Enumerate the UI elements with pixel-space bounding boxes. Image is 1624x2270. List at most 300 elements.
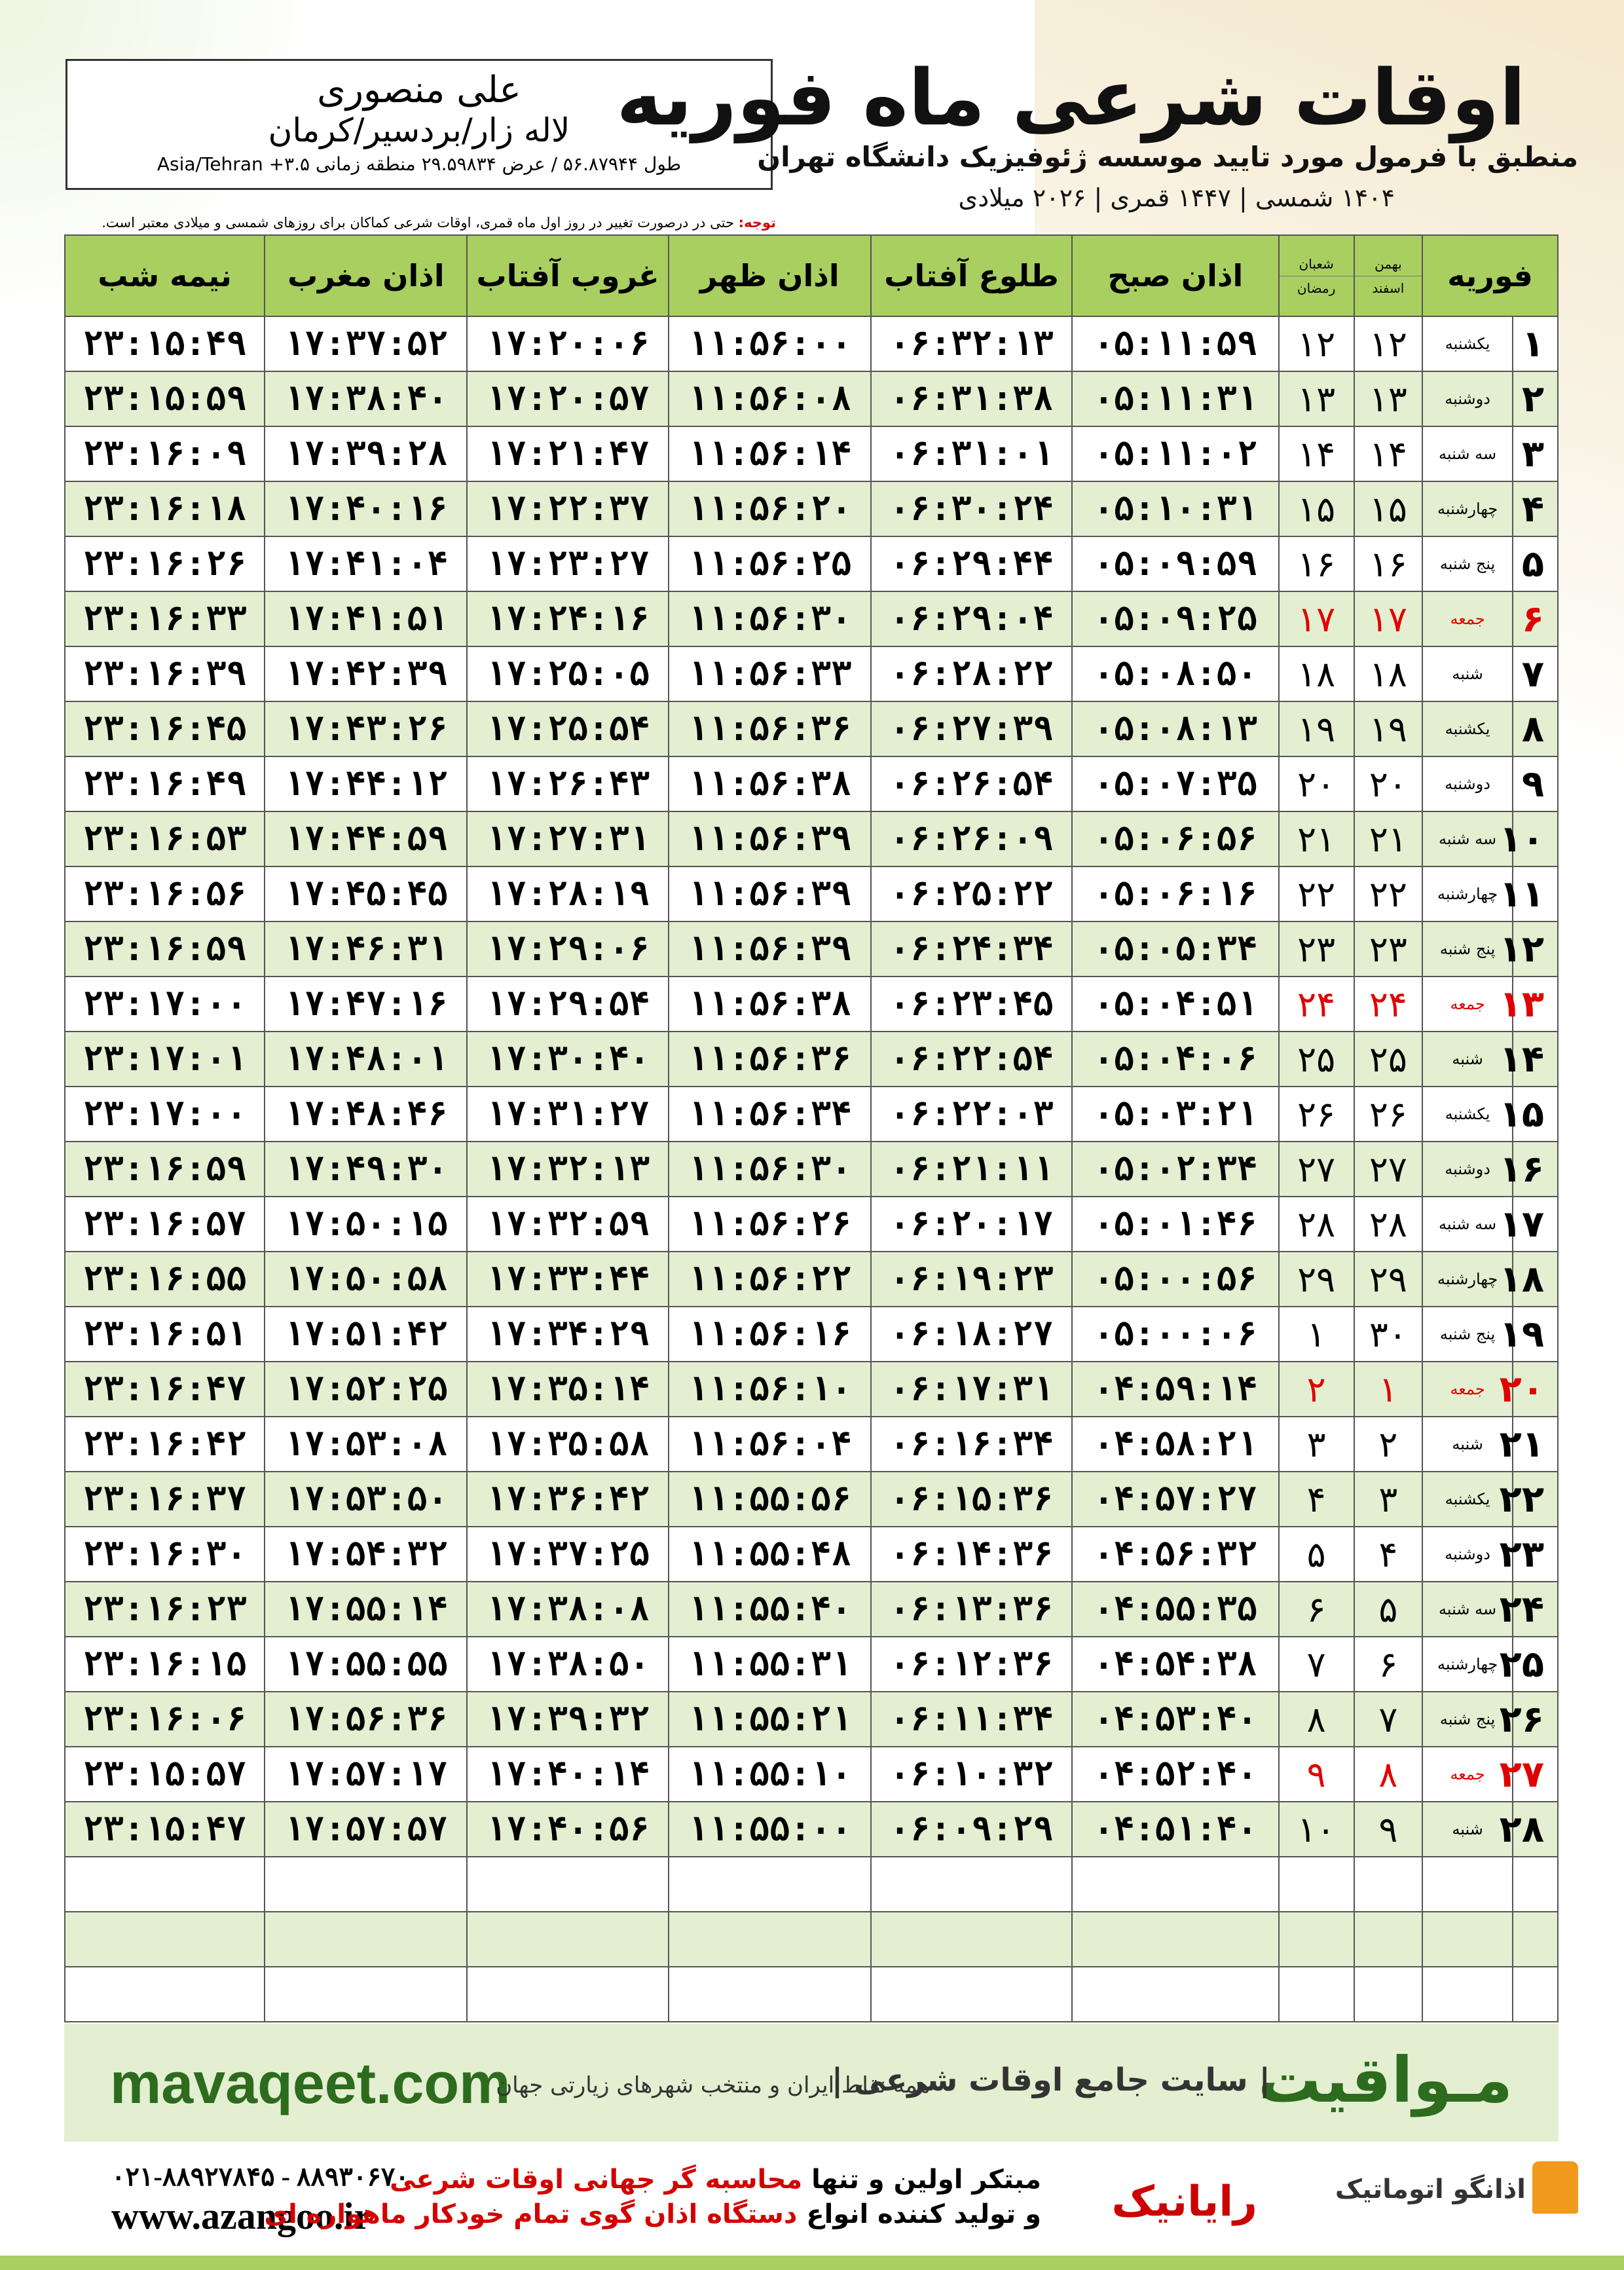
sunrise-time: ۰۶:۳۱:۰۱	[871, 426, 1072, 481]
table-row	[65, 921, 1558, 977]
sunset-time: ۱۷:۲۵:۰۵	[467, 646, 668, 701]
sunset-time: ۱۷:۳۸:۰۸	[467, 1582, 668, 1637]
midnight-time: ۲۳:۱۶:۵۷	[65, 1197, 265, 1252]
sunrise-time: ۰۶:۰۹:۲۹	[871, 1802, 1072, 1857]
maghrib-time: ۱۷:۵۲:۲۵	[265, 1362, 467, 1417]
weekday: پنج شنبه	[1422, 536, 1513, 591]
lunar-day: ۷	[1279, 1637, 1354, 1692]
midnight-time: ۲۳:۱۵:۴۹	[65, 316, 265, 371]
maghrib-time: ۱۷:۵۵:۱۴	[265, 1582, 467, 1637]
midnight-time: ۲۳:۱۶:۴۵	[65, 701, 265, 756]
lunar-day: ۱۶	[1279, 536, 1354, 591]
solar-day: ۱۹	[1354, 701, 1422, 756]
maghrib-time: ۱۷:۵۷:۵۷	[265, 1802, 467, 1857]
header-esfand: اسفند	[1372, 280, 1405, 296]
solar-day: ۴	[1354, 1527, 1422, 1582]
sunrise-time: ۰۶:۲۷:۳۹	[871, 701, 1072, 756]
table-row	[65, 1307, 1558, 1362]
maghrib-time: ۱۷:۵۳:۵۰	[265, 1472, 467, 1527]
fajr-time: ۰۵:۰۰:۰۶	[1072, 1307, 1279, 1362]
empty-cell	[1422, 1912, 1513, 1967]
brand-logo-text: مـواقیت	[1257, 2043, 1513, 2117]
solar-day: ۵	[1354, 1582, 1422, 1637]
solar-day: ۳	[1354, 1472, 1422, 1527]
day-number: ۱۹	[1513, 1307, 1558, 1362]
ad-line-2	[264, 2199, 1041, 2229]
solar-day: ۲۳	[1354, 921, 1422, 977]
midnight-time: ۲۳:۱۶:۰۹	[65, 426, 265, 481]
dhuhr-time: ۱۱:۵۶:۱۴	[669, 426, 871, 481]
sunset-time: ۱۷:۳۵:۱۴	[467, 1362, 668, 1417]
midnight-time: ۲۳:۱۷:۰۰	[65, 977, 265, 1032]
day-number: ۱۱	[1513, 866, 1558, 921]
day-number: ۷	[1513, 646, 1558, 701]
empty-cell	[265, 1912, 467, 1967]
phone-numbers: ۰۲۱-۸۸۹۲۷۸۴۵ - ۸۸۹۳۰۶۷۰	[111, 2162, 409, 2191]
sunset-time: ۱۷:۴۰:۱۴	[467, 1747, 668, 1802]
solar-day: ۱۶	[1354, 536, 1422, 591]
header-sunrise: طلوع آفتاب	[871, 235, 1072, 316]
fajr-time: ۰۵:۰۵:۳۴	[1072, 921, 1279, 977]
day-number: ۲۷	[1513, 1747, 1558, 1802]
day-number: ۸	[1513, 701, 1558, 756]
dhuhr-time: ۱۱:۵۶:۳۸	[669, 756, 871, 811]
sunset-time: ۱۷:۲۵:۵۴	[467, 701, 668, 756]
sunrise-time: ۰۶:۱۹:۲۳	[871, 1252, 1072, 1307]
weekday: سه شنبه	[1422, 426, 1513, 481]
sunrise-time: ۰۶:۲۹:۰۴	[871, 591, 1072, 646]
footer-band	[64, 2024, 1559, 2142]
sunset-time: ۱۷:۳۱:۲۷	[467, 1087, 668, 1142]
lunar-day: ۵	[1279, 1527, 1354, 1582]
table-row	[65, 1032, 1558, 1087]
empty-cell	[1072, 1857, 1279, 1912]
lunar-day: ۱۴	[1279, 426, 1354, 481]
empty-cell	[265, 1967, 467, 2022]
sunrise-time: ۰۶:۳۲:۱۳	[871, 316, 1072, 371]
solar-day: ۱	[1354, 1362, 1422, 1417]
empty-cell	[265, 1857, 467, 1912]
maghrib-time: ۱۷:۴۶:۳۱	[265, 921, 467, 977]
empty-cell	[871, 1967, 1072, 2022]
sunset-time: ۱۷:۲۹:۵۴	[467, 977, 668, 1032]
header-fajr: اذان صبح	[1072, 235, 1279, 316]
empty-cell	[669, 1857, 871, 1912]
fajr-time: ۰۵:۱۱:۵۹	[1072, 316, 1279, 371]
dhuhr-time: ۱۱:۵۶:۲۲	[669, 1252, 871, 1307]
table-row	[65, 1802, 1558, 1857]
day-number: ۲۴	[1513, 1582, 1558, 1637]
sunset-time: ۱۷:۲۶:۴۳	[467, 756, 668, 811]
table-row	[65, 426, 1558, 481]
header-maghrib: اذان مغرب	[265, 235, 467, 316]
empty-cell	[871, 1857, 1072, 1912]
site-url[interactable]: mavaqeet.com	[110, 2051, 511, 2115]
lunar-day: ۲۵	[1279, 1032, 1354, 1087]
sunrise-time: ۰۶:۲۵:۲۲	[871, 866, 1072, 921]
header-shaban: شعبان	[1280, 252, 1354, 276]
dhuhr-time: ۱۱:۵۶:۲۰	[669, 481, 871, 536]
weekday: پنج شنبه	[1422, 1307, 1513, 1362]
empty-cell	[1072, 1912, 1279, 1967]
note	[62, 215, 776, 231]
sunset-time: ۱۷:۳۹:۳۲	[467, 1692, 668, 1747]
day-number: ۹	[1513, 756, 1558, 811]
dhuhr-time: ۱۱:۵۶:۳۹	[669, 811, 871, 866]
lunar-day: ۳	[1279, 1417, 1354, 1472]
dhuhr-time: ۱۱:۵۶:۱۰	[669, 1362, 871, 1417]
day-number: ۲۸	[1513, 1802, 1558, 1857]
fajr-time: ۰۵:۱۱:۰۲	[1072, 426, 1279, 481]
header-sunset: غروب آفتاب	[467, 235, 668, 316]
maghrib-time: ۱۷:۴۴:۱۲	[265, 756, 467, 811]
weekday: چهارشنبه	[1422, 1252, 1513, 1307]
solar-day: ۲۷	[1354, 1142, 1422, 1197]
maghrib-time: ۱۷:۳۸:۴۰	[265, 371, 467, 426]
sunrise-time: ۰۶:۱۶:۳۴	[871, 1417, 1072, 1472]
fajr-time: ۰۵:۰۸:۵۰	[1072, 646, 1279, 701]
sunset-time: ۱۷:۳۷:۲۵	[467, 1527, 668, 1582]
solar-day: ۲۶	[1354, 1087, 1422, 1142]
maghrib-time: ۱۷:۴۳:۲۶	[265, 701, 467, 756]
solar-day: ۱۵	[1354, 481, 1422, 536]
day-number: ۱	[1513, 316, 1558, 371]
table-row	[65, 1142, 1558, 1197]
table-row	[65, 536, 1558, 591]
rayanik-logo: رایانیک	[1111, 2178, 1257, 2226]
fajr-time: ۰۵:۰۸:۱۳	[1072, 701, 1279, 756]
solar-day: ۱۷	[1354, 591, 1422, 646]
day-number: ۱۲	[1513, 921, 1558, 977]
lunar-day: ۲۰	[1279, 756, 1354, 811]
empty-cell	[65, 1857, 265, 1912]
table-row	[65, 1087, 1558, 1142]
empty-cell	[1354, 1912, 1422, 1967]
empty-cell	[1422, 1967, 1513, 2022]
dhuhr-time: ۱۱:۵۶:۳۹	[669, 921, 871, 977]
page-title: اوقات شرعی ماه فوریه	[616, 52, 1526, 143]
dhuhr-time: ۱۱:۵۵:۴۰	[669, 1582, 871, 1637]
header-lunar-months	[1279, 235, 1354, 316]
dhuhr-time: ۱۱:۵۶:۳۸	[669, 977, 871, 1032]
weekday: دوشنبه	[1422, 371, 1513, 426]
note-text: حتی در درصورت تغییر در روز اول ماه قمری، اوقات شرعی کماکان برای روزهای شمسی و میلادی معتبر است.	[101, 215, 734, 231]
fajr-time: ۰۵:۰۰:۵۶	[1072, 1252, 1279, 1307]
dhuhr-time: ۱۱:۵۵:۳۱	[669, 1637, 871, 1692]
table-row	[65, 1472, 1558, 1527]
midnight-time: ۲۳:۱۷:۰۰	[65, 1087, 265, 1142]
empty-cell	[1072, 1967, 1279, 2022]
prayer-times-table	[64, 234, 1559, 2022]
table-row	[65, 1692, 1558, 1747]
empty-cell	[467, 1912, 668, 1967]
midnight-time: ۲۳:۱۶:۴۷	[65, 1362, 265, 1417]
midnight-time: ۲۳:۱۶:۳۷	[65, 1472, 265, 1527]
weekday: دوشنبه	[1422, 1527, 1513, 1582]
day-number: ۲۲	[1513, 1472, 1558, 1527]
dhuhr-time: ۱۱:۵۶:۱۶	[669, 1307, 871, 1362]
dhuhr-time: ۱۱:۵۶:۳۶	[669, 701, 871, 756]
ad-line-2-a: و تولید کننده انواع	[797, 2199, 1041, 2229]
sunrise-time: ۰۶:۱۴:۳۶	[871, 1527, 1072, 1582]
dhuhr-time: ۱۱:۵۶:۳۹	[669, 866, 871, 921]
solar-day: ۱۴	[1354, 426, 1422, 481]
header-midnight: نیمه شب	[65, 235, 265, 316]
fajr-time: ۰۵:۰۳:۲۱	[1072, 1087, 1279, 1142]
sunrise-time: ۰۶:۲۳:۴۵	[871, 977, 1072, 1032]
lunar-day: ۹	[1279, 1747, 1354, 1802]
weekday: پنج شنبه	[1422, 921, 1513, 977]
maghrib-time: ۱۷:۵۰:۱۵	[265, 1197, 467, 1252]
solar-day: ۱۲	[1354, 316, 1422, 371]
lunar-day: ۱۸	[1279, 646, 1354, 701]
maghrib-time: ۱۷:۴۵:۴۵	[265, 866, 467, 921]
maghrib-time: ۱۷:۵۴:۳۲	[265, 1527, 467, 1582]
weekday: دوشنبه	[1422, 756, 1513, 811]
midnight-time: ۲۳:۱۶:۵۳	[65, 811, 265, 866]
sunrise-time: ۰۶:۱۸:۲۷	[871, 1307, 1072, 1362]
empty-cell	[1279, 1967, 1354, 2022]
table-row	[65, 866, 1558, 921]
ad-line-1	[390, 2165, 1041, 2195]
page-subtitle: منطبق با فرمول مورد تایید موسسه ژئوفیزیک دانشگاه تهران	[757, 141, 1578, 173]
lunar-day: ۲۸	[1279, 1197, 1354, 1252]
empty-cell	[669, 1912, 871, 1967]
dhuhr-time: ۱۱:۵۵:۲۱	[669, 1692, 871, 1747]
empty-cell	[467, 1857, 668, 1912]
azangoo-url[interactable]: www.azangoo.ir	[111, 2195, 371, 2237]
sunrise-time: ۰۶:۲۰:۱۷	[871, 1197, 1072, 1252]
lunar-day: ۲۹	[1279, 1252, 1354, 1307]
sunrise-time: ۰۶:۲۲:۰۳	[871, 1087, 1072, 1142]
table-row	[65, 1362, 1558, 1417]
midnight-time: ۲۳:۱۶:۲۶	[65, 536, 265, 591]
weekday: پنج شنبه	[1422, 1692, 1513, 1747]
fajr-time: ۰۴:۵۱:۴۰	[1072, 1802, 1279, 1857]
empty-row	[65, 1857, 1558, 1912]
dhuhr-time: ۱۱:۵۶:۲۵	[669, 536, 871, 591]
maghrib-time: ۱۷:۳۹:۲۸	[265, 426, 467, 481]
solar-day: ۷	[1354, 1692, 1422, 1747]
solar-day: ۲۹	[1354, 1252, 1422, 1307]
ad-line-1-b: محاسبه گر جهانی اوقات شرعی	[390, 2165, 803, 2195]
sunrise-time: ۰۶:۲۶:۰۹	[871, 811, 1072, 866]
sunrise-time: ۰۶:۲۲:۵۴	[871, 1032, 1072, 1087]
fajr-time: ۰۵:۰۴:۰۶	[1072, 1032, 1279, 1087]
azangoo-icon	[1532, 2161, 1578, 2214]
empty-cell	[1279, 1912, 1354, 1967]
midnight-time: ۲۳:۱۶:۰۶	[65, 1692, 265, 1747]
midnight-time: ۲۳:۱۵:۵۹	[65, 371, 265, 426]
lunar-day: ۲۷	[1279, 1142, 1354, 1197]
sunrise-time: ۰۶:۳۱:۳۸	[871, 371, 1072, 426]
maghrib-time: ۱۷:۴۱:۰۴	[265, 536, 467, 591]
header-month: فوریه	[1422, 235, 1558, 316]
weekday: یکشنبه	[1422, 316, 1513, 371]
weekday: شنبه	[1422, 646, 1513, 701]
day-number: ۲۵	[1513, 1637, 1558, 1692]
fajr-time: ۰۴:۵۵:۳۵	[1072, 1582, 1279, 1637]
table-row	[65, 1582, 1558, 1637]
empty-row	[65, 1967, 1558, 2022]
lunar-day: ۲	[1279, 1362, 1354, 1417]
midnight-time: ۲۳:۱۶:۳۳	[65, 591, 265, 646]
sunset-time: ۱۷:۴۰:۵۶	[467, 1802, 668, 1857]
sunset-time: ۱۷:۲۹:۰۶	[467, 921, 668, 977]
weekday: شنبه	[1422, 1417, 1513, 1472]
maghrib-time: ۱۷:۵۱:۴۲	[265, 1307, 467, 1362]
dhuhr-time: ۱۱:۵۶:۳۰	[669, 591, 871, 646]
table-row	[65, 1747, 1558, 1802]
day-number: ۲۰	[1513, 1362, 1558, 1417]
sunset-time: ۱۷:۳۲:۱۳	[467, 1142, 668, 1197]
sunrise-time: ۰۶:۲۴:۳۴	[871, 921, 1072, 977]
empty-cell	[1513, 1967, 1558, 2022]
maghrib-time: ۱۷:۵۵:۵۵	[265, 1637, 467, 1692]
lunar-day: ۲۶	[1279, 1087, 1354, 1142]
sunset-time: ۱۷:۳۴:۲۹	[467, 1307, 668, 1362]
fajr-time: ۰۵:۱۱:۳۱	[1072, 371, 1279, 426]
weekday: جمعه	[1422, 1747, 1513, 1802]
day-number: ۵	[1513, 536, 1558, 591]
midnight-time: ۲۳:۱۶:۵۹	[65, 1142, 265, 1197]
dhuhr-time: ۱۱:۵۵:۰۰	[669, 1802, 871, 1857]
header-bahman: بهمن	[1355, 252, 1422, 276]
table-row	[65, 1527, 1558, 1582]
solar-day: ۸	[1354, 1747, 1422, 1802]
fajr-time: ۰۴:۵۹:۱۴	[1072, 1362, 1279, 1417]
place-name: لاله زار/بردسیر/کرمان	[268, 111, 570, 149]
midnight-time: ۲۳:۱۵:۵۷	[65, 1747, 265, 1802]
midnight-time: ۲۳:۱۶:۱۸	[65, 481, 265, 536]
weekday: جمعه	[1422, 1362, 1513, 1417]
sunset-time: ۱۷:۲۴:۱۶	[467, 591, 668, 646]
empty-cell	[1354, 1857, 1422, 1912]
dhuhr-time: ۱۱:۵۶:۰۸	[669, 371, 871, 426]
lunar-day: ۲۱	[1279, 811, 1354, 866]
dhuhr-time: ۱۱:۵۶:۳۴	[669, 1087, 871, 1142]
weekday: سه شنبه	[1422, 1582, 1513, 1637]
weekday: چهارشنبه	[1422, 1637, 1513, 1692]
maghrib-time: ۱۷:۴۰:۱۶	[265, 481, 467, 536]
empty-row	[65, 1912, 1558, 1967]
solar-day: ۲	[1354, 1417, 1422, 1472]
dhuhr-time: ۱۱:۵۶:۲۶	[669, 1197, 871, 1252]
sunset-time: ۱۷:۲۷:۳۱	[467, 811, 668, 866]
day-number: ۳	[1513, 426, 1558, 481]
solar-day: ۱۸	[1354, 646, 1422, 701]
table-row	[65, 756, 1558, 811]
sunrise-time: ۰۶:۲۸:۲۲	[871, 646, 1072, 701]
midnight-time: ۲۳:۱۶:۵۵	[65, 1252, 265, 1307]
day-number: ۱۷	[1513, 1197, 1558, 1252]
weekday: سه شنبه	[1422, 1197, 1513, 1252]
maghrib-time: ۱۷:۳۷:۵۲	[265, 316, 467, 371]
weekday: سه شنبه	[1422, 811, 1513, 866]
weekday: شنبه	[1422, 1802, 1513, 1857]
calendar-years: ۱۴۰۴ شمسی | ۱۴۴۷ قمری | ۲۰۲۶ میلادی	[958, 183, 1395, 212]
table-row	[65, 701, 1558, 756]
day-number: ۴	[1513, 481, 1558, 536]
table-row	[65, 811, 1558, 866]
day-number: ۱۳	[1513, 977, 1558, 1032]
lunar-day: ۲۲	[1279, 866, 1354, 921]
empty-cell	[669, 1967, 871, 2022]
sunset-time: ۱۷:۳۲:۵۹	[467, 1197, 668, 1252]
brand-subtitle: | سایت جامع اوقات شرعی |	[831, 2062, 1270, 2098]
person-name: علی منصوری	[317, 69, 521, 111]
midnight-time: ۲۳:۱۶:۴۲	[65, 1417, 265, 1472]
maghrib-time: ۱۷:۴۹:۳۰	[265, 1142, 467, 1197]
bottom-stripe	[0, 2256, 1624, 2270]
ad-line-2-b: دستگاه اذان گوی تمام خودکار ماهواره ای	[264, 2199, 798, 2229]
table-row	[65, 1252, 1558, 1307]
fajr-time: ۰۴:۵۸:۲۱	[1072, 1417, 1279, 1472]
sunrise-time: ۰۶:۲۶:۵۴	[871, 756, 1072, 811]
sunset-time: ۱۷:۲۸:۱۹	[467, 866, 668, 921]
table-row	[65, 977, 1558, 1032]
dhuhr-time: ۱۱:۵۵:۵۶	[669, 1472, 871, 1527]
day-number: ۲۱	[1513, 1417, 1558, 1472]
sunrise-time: ۰۶:۱۵:۳۶	[871, 1472, 1072, 1527]
day-number: ۱۶	[1513, 1142, 1558, 1197]
coordinates: طول ۵۶.۸۷۹۴۴ / عرض ۲۹.۵۹۸۳۴ منطقه زمانی ۳.۵+ Asia/Tehran	[157, 153, 682, 175]
sunset-time: ۱۷:۳۸:۵۰	[467, 1637, 668, 1692]
empty-cell	[1513, 1857, 1558, 1912]
sunset-time: ۱۷:۳۵:۵۸	[467, 1417, 668, 1472]
weekday: یکشنبه	[1422, 1472, 1513, 1527]
fajr-time: ۰۵:۰۴:۵۱	[1072, 977, 1279, 1032]
header-dhuhr: اذان ظهر	[669, 235, 871, 316]
header-ramazan: رمضان	[1297, 280, 1336, 296]
midnight-time: ۲۳:۱۵:۴۷	[65, 1802, 265, 1857]
fajr-time: ۰۴:۵۲:۴۰	[1072, 1747, 1279, 1802]
sunrise-time: ۰۶:۲۹:۴۴	[871, 536, 1072, 591]
solar-day: ۲۰	[1354, 756, 1422, 811]
day-number: ۲۶	[1513, 1692, 1558, 1747]
solar-day: ۲۵	[1354, 1032, 1422, 1087]
dhuhr-time: ۱۱:۵۶:۰۰	[669, 316, 871, 371]
lunar-day: ۱۲	[1279, 316, 1354, 371]
empty-cell	[1354, 1967, 1422, 2022]
maghrib-time: ۱۷:۴۲:۳۹	[265, 646, 467, 701]
maghrib-time: ۱۷:۵۶:۳۶	[265, 1692, 467, 1747]
fajr-time: ۰۵:۰۶:۵۶	[1072, 811, 1279, 866]
table-row	[65, 481, 1558, 536]
fajr-time: ۰۵:۱۰:۳۱	[1072, 481, 1279, 536]
day-number: ۱۵	[1513, 1087, 1558, 1142]
empty-cell	[1422, 1857, 1513, 1912]
weekday: چهارشنبه	[1422, 481, 1513, 536]
dhuhr-time: ۱۱:۵۶:۰۴	[669, 1417, 871, 1472]
fajr-time: ۰۵:۰۹:۵۹	[1072, 536, 1279, 591]
dhuhr-time: ۱۱:۵۶:۳۶	[669, 1032, 871, 1087]
empty-cell	[1513, 1912, 1558, 1967]
maghrib-time: ۱۷:۵۳:۰۸	[265, 1417, 467, 1472]
weekday: جمعه	[1422, 977, 1513, 1032]
maghrib-time: ۱۷:۴۸:۰۱	[265, 1032, 467, 1087]
lunar-day: ۱۷	[1279, 591, 1354, 646]
maghrib-time: ۱۷:۴۷:۱۶	[265, 977, 467, 1032]
midnight-time: ۲۳:۱۶:۱۵	[65, 1637, 265, 1692]
midnight-time: ۲۳:۱۶:۳۹	[65, 646, 265, 701]
fajr-time: ۰۵:۰۶:۱۶	[1072, 866, 1279, 921]
sunset-time: ۱۷:۲۰:۵۷	[467, 371, 668, 426]
day-number: ۲۳	[1513, 1527, 1558, 1582]
solar-day: ۲۲	[1354, 866, 1422, 921]
table-row	[65, 1417, 1558, 1472]
azangoo-logo: اذانگو اتوماتیک	[1335, 2174, 1526, 2205]
